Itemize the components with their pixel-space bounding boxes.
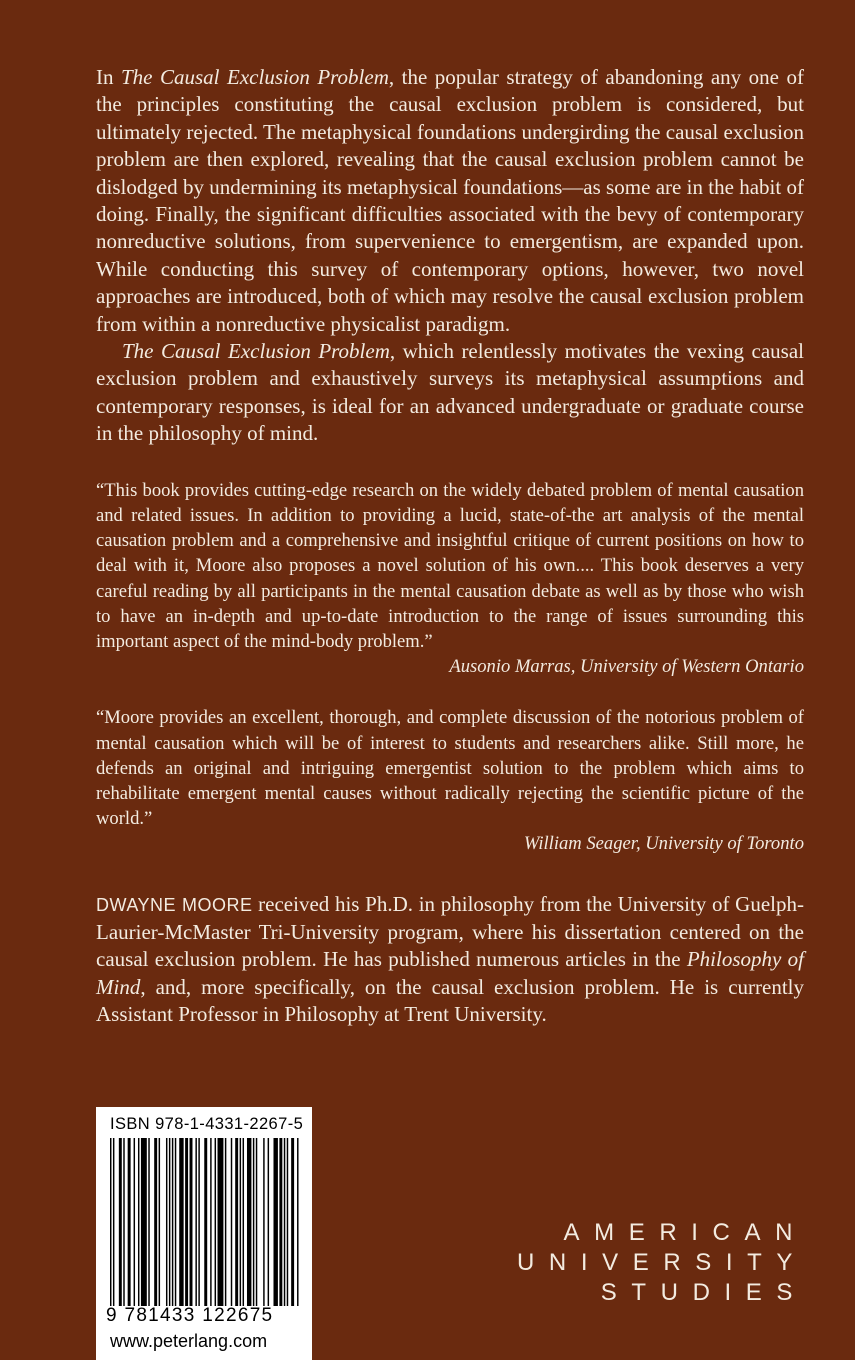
series-name	[517, 1218, 807, 1308]
journal-title: Philosophy of Mind	[96, 947, 804, 999]
barcode-bar	[231, 1138, 232, 1306]
barcode-bar	[134, 1138, 135, 1306]
barcode-bar	[195, 1138, 196, 1306]
barcode-bar	[154, 1138, 157, 1306]
description-paragraph-1	[96, 64, 804, 338]
barcode-bar	[138, 1138, 139, 1306]
back-cover-text	[96, 64, 804, 1029]
barcode-bar	[253, 1138, 254, 1306]
barcode-bar	[123, 1138, 124, 1306]
series-line-3: STUDIES	[600, 1279, 807, 1306]
ean-digits: 9 781433 122675	[106, 1305, 274, 1326]
barcode-bar	[190, 1138, 193, 1306]
publisher-url: www.peterlang.com	[110, 1331, 268, 1351]
endorsement-attribution: William Seager, University of Toronto	[523, 833, 804, 855]
series-line-1: AMERICAN	[563, 1219, 807, 1246]
barcode-bars	[110, 1138, 300, 1306]
paragraph-lead: In	[96, 65, 121, 89]
barcode-bar	[179, 1138, 183, 1306]
barcode-bar	[185, 1138, 188, 1306]
endorsement-1	[96, 478, 804, 680]
paragraph-text: , which relentlessly motivates the vexing causal exclusion problem and exhaustively surveys its metaphysical assumptions and contemporary responses, is ideal for an advanced undergraduate or graduate course in the philosophy of mind.	[96, 339, 805, 446]
barcode-bar	[169, 1138, 170, 1306]
barcode-bar	[141, 1138, 147, 1306]
paragraph-text: , the popular strategy of abandoning any one of the principles constituting the causal exclusion problem is considered, but ultimately rejected. The metaphysical foundations undergirding the causal exclusion problem are then explored, revealing that the causal exclusion problem cannot be dislodged by undermining its metaphysical foundations—as some are in the habit of doing. Finally, the significant difficulties associated with the bevy of contemporary nonreductive solutions, from supervenience to emergentism, are expanded upon. While conducting this survey of contemporary options, however, two novel approaches are introduced, both of which may resolve the causal exclusion problem from within a nonreductive physicalist paradigm.	[96, 65, 804, 336]
barcode-bar	[204, 1138, 207, 1306]
book-description	[96, 64, 804, 448]
barcode-bar	[210, 1138, 211, 1306]
endorsement-2	[96, 705, 804, 856]
barcode-bar	[148, 1138, 149, 1306]
barcode-bar	[128, 1138, 131, 1306]
bio-text: received his Ph.D. in philosophy from the University of Guelph-Laurier-McMaster Tri-University program, where his dissertation centered on the causal exclusion problem. He has published numerous articles in the	[96, 891, 804, 972]
endorsement-text: “This book provides cutting-edge research on the widely debated problem of mental causation and related issues. In addition to providing a lucid, state-of-the art analysis of the mental causation problem and a comprehensive and insightful critique of current positions on how to deal with it, Moore also proposes a novel solution of his own.... This book deserves a very careful reading by all participants in the mental causation debate as well as by those who wish to have an in-depth and up-to-date introduction to the range of issues surrounding this important aspect of the mind-body problem.”	[96, 479, 804, 652]
barcode-bar	[172, 1138, 173, 1306]
barcode-bar	[119, 1138, 122, 1306]
bio-text: , and, more specifically, on the causal exclusion problem. He is currently Assistant Professor in Philosophy at Trent University.	[96, 974, 804, 1027]
barcode-bar	[263, 1138, 264, 1306]
author-bio	[96, 891, 804, 1029]
barcode-bar	[287, 1138, 288, 1306]
barcode-bar	[198, 1138, 199, 1306]
endorsement-attribution: Ausonio Marras, University of Western Ontario	[449, 656, 804, 678]
barcode-panel	[96, 1107, 312, 1360]
isbn-label: ISBN 978-1-4331-2267-5	[110, 1115, 304, 1133]
barcode-bar	[256, 1138, 257, 1306]
series-line-2: UNIVERSITY	[516, 1249, 807, 1276]
book-title: The Causal Exclusion Problem	[121, 65, 389, 89]
description-paragraph-2	[96, 338, 804, 448]
barcode-bar	[291, 1138, 294, 1306]
author-name: DWAYNE MOORE	[96, 894, 253, 915]
barcode-bar	[247, 1138, 251, 1306]
barcode-bar	[284, 1138, 285, 1306]
barcode-bar	[166, 1138, 167, 1306]
barcode-bar	[243, 1138, 244, 1306]
barcode-bar	[218, 1138, 224, 1306]
barcode-bar	[279, 1138, 282, 1306]
book-title: The Causal Exclusion Problem	[122, 339, 390, 364]
barcode-bar	[273, 1138, 277, 1306]
barcode-bar	[240, 1138, 241, 1306]
barcode-bar	[159, 1138, 160, 1306]
barcode-bar	[113, 1138, 114, 1306]
endorsement-text: “Moore provides an excellent, thorough, and complete discussion of the notorious problem of mental causation which will be of interest to students and researchers alike. Still more, he defends an original and intriguing emergentist solution to the problem which aims to rehabilitate emergent mental causes without radically rejecting the scientific picture of the world.”	[96, 707, 804, 830]
barcode-bar	[215, 1138, 216, 1306]
barcode-bar	[235, 1138, 238, 1306]
barcode-bar	[225, 1138, 226, 1306]
barcode-bar	[297, 1138, 298, 1306]
barcode-bar	[175, 1138, 176, 1306]
barcode-bar	[110, 1138, 111, 1306]
barcode-bar	[268, 1138, 269, 1306]
